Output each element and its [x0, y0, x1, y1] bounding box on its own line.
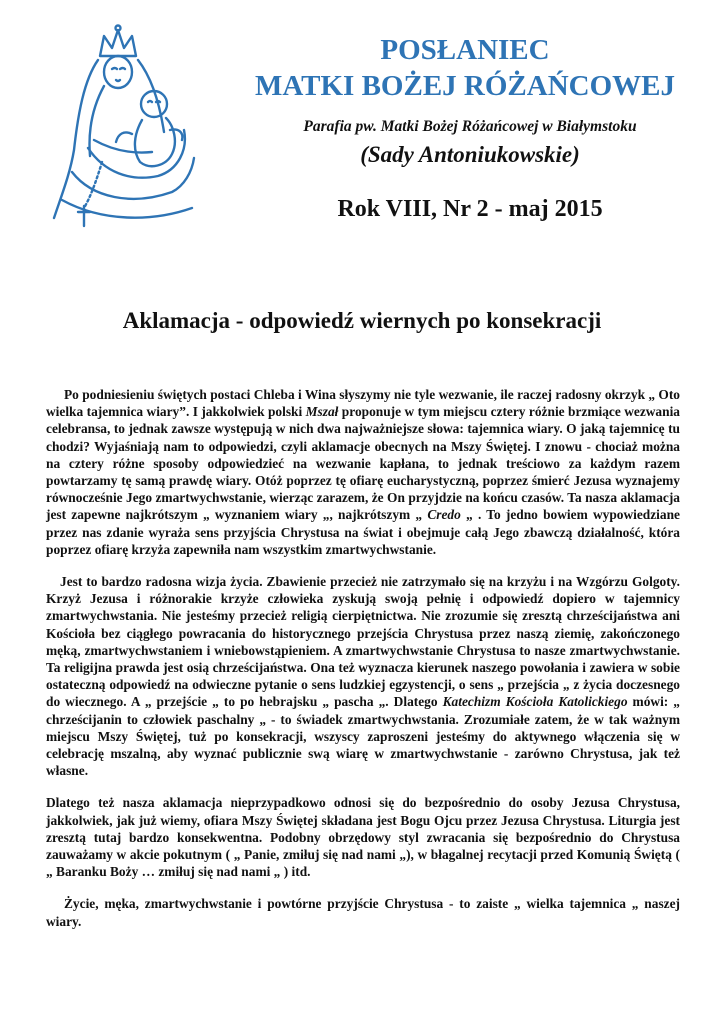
- newsletter-title-line2: MATKI BOŻEJ RÓŻAŃCOWEJ: [254, 70, 675, 102]
- article-title: Aklamacja - odpowiedź wiernych po konsekracji: [122, 308, 602, 333]
- paragraph-text: mówi: „ chrześcijanin to człowiek paschalny „ - to świadek zmartwychwstania. Zrozumiałe zatem, że w tak ważnym miejscu Mszy Świętej, tuż po konsekracji, wszyscy zaproszeni jesteśmy do aktywnego włączenia się w celebrację mszalną, aby wyznać publicznie swą wiarę w zmartwychwstanie - zarówno Chrystusa, jak też własne.: [46, 694, 680, 779]
- paragraph-text: Po podniesieniu świętych postaci Chleba i Wina słyszymy nie tyle wezwanie, ile raczej radosny okrzyk „ Oto wielka tajemnica wiary”. I jakkolwiek polski: [46, 387, 680, 420]
- newsletter-title-line1: POSŁANIEC: [380, 34, 550, 66]
- madonna-with-child-and-rosary-icon: [32, 22, 204, 230]
- parish-logo: [32, 22, 204, 230]
- paragraph-text: Jest to bardzo radosna wizja życia. Zbawienie przecież nie zatrzymało się na krzyżu i na Wzgórzu Golgoty. Krzyż Jezusa i różnorakie krzyże człowieka zyskują swoją pełnię i odpowiedź dopiero w tajemnicy zmartwychwstania. Nie jesteśmy przecież religią cierpiętnictwa. Nie zrozumie się zresztą chrześcijaństwa ani Kościoła bez ciągłego powracania do historycznego przejścia Chrystusa przez naszą ziemię, zakończonego męką, zmartwychwstaniem i wniebowstąpieniem. A zmartwychwstanie Chrystusa to nasze zmartwychwstanie. Ta religijna prawda jest osią chrześcijaństwa. Ona też wyznacza kierunek naszego powołania i zawiera w sobie ostateczną odpowiedź na odwieczne pytanie o sens ludzkiej egzystencji, o sens „ przejścia „ z życia doczesnego do wiecznego. A „ przejście „ to po hebrajsku „ pascha „. Dlatego: [46, 574, 680, 710]
- parish-name: Parafia pw. Matki Bożej Różańcowej w Białymstoku: [303, 118, 637, 135]
- article-body: [46, 386, 680, 945]
- emphasis-text: Credo: [427, 507, 461, 523]
- paragraph-text: „ . To jedno bowiem wypowiedziane przez nas zdanie wyraża sens przyjścia Chrystusa na świat i obejmuje całą Jego zbawczą działalność, która poprzez ofiarę krzyża zapewniła nam wszystkim zmartwychwstanie.: [46, 507, 680, 557]
- emphasis-text: Mszał: [305, 404, 339, 420]
- article-paragraph-4: Życie, męka, zmartwychwstanie i powtórne przyjście Chrystusa - to zaiste „ wielka tajemnica „ naszej wiary.: [46, 896, 680, 929]
- issue-number: Rok VIII, Nr 2 - maj 2015: [337, 196, 603, 222]
- article-paragraph-2: [46, 573, 680, 779]
- article-paragraph-3: Dlatego też nasza aklamacja nieprzypadkowo odnosi się do bezpośrednio do osoby Jezusa Chrystusa, jakkolwiek, jak już wiemy, ofiara Mszy Świętej składana jest Bogu Ojcu przez Jezusa Chrystusa. Liturgia jest zresztą tutaj bardzo konsekwentna. Podobny obrzędowy styl zwracania się bezpośrednio do Chrystusa zauważamy w akcie pokutnym ( „ Panie, zmiłuj się nad nami „), w błagalnej recytacji przed Komunią Świętą ( „ Baranku Boży … zmiłuj się nad nami „ ) itd.: [46, 795, 680, 880]
- emphasis-text: Katechizm Kościoła Katolickiego: [442, 694, 628, 710]
- article-paragraph-1: [46, 386, 680, 558]
- paragraph-text: proponuje w tym miejscu cztery różnie brzmiące wezwania celebransa, to jednak zawsze występują w nich dwa najważniejsze słowa: tajemnica wiary. O jaką tajemnicę tu chodzi? Wyjaśniają nam to odpowiedzi, czyli aklamacje obecnych na Mszy Świętej. I znowu - chociaż można na cztery różne sposoby odpowiedzieć na wezwanie kapłana, to jednak treściowo za każdym razem powtarzamy tę samą prawdę wiary. Otóż poprzez tę ofiarę eucharystyczną, poprzez śmierć Jezusa wyznajemy równocześnie Jego zmartwychwstanie, wierząc zarazem, że On przyjdzie na końcu czasów. Ta nasza aklamacja jest zapewne najkrótszym „ wyznaniem wiary „, najkrótszym „: [46, 404, 680, 523]
- parish-locality: (Sady Antoniukowskie): [360, 142, 580, 167]
